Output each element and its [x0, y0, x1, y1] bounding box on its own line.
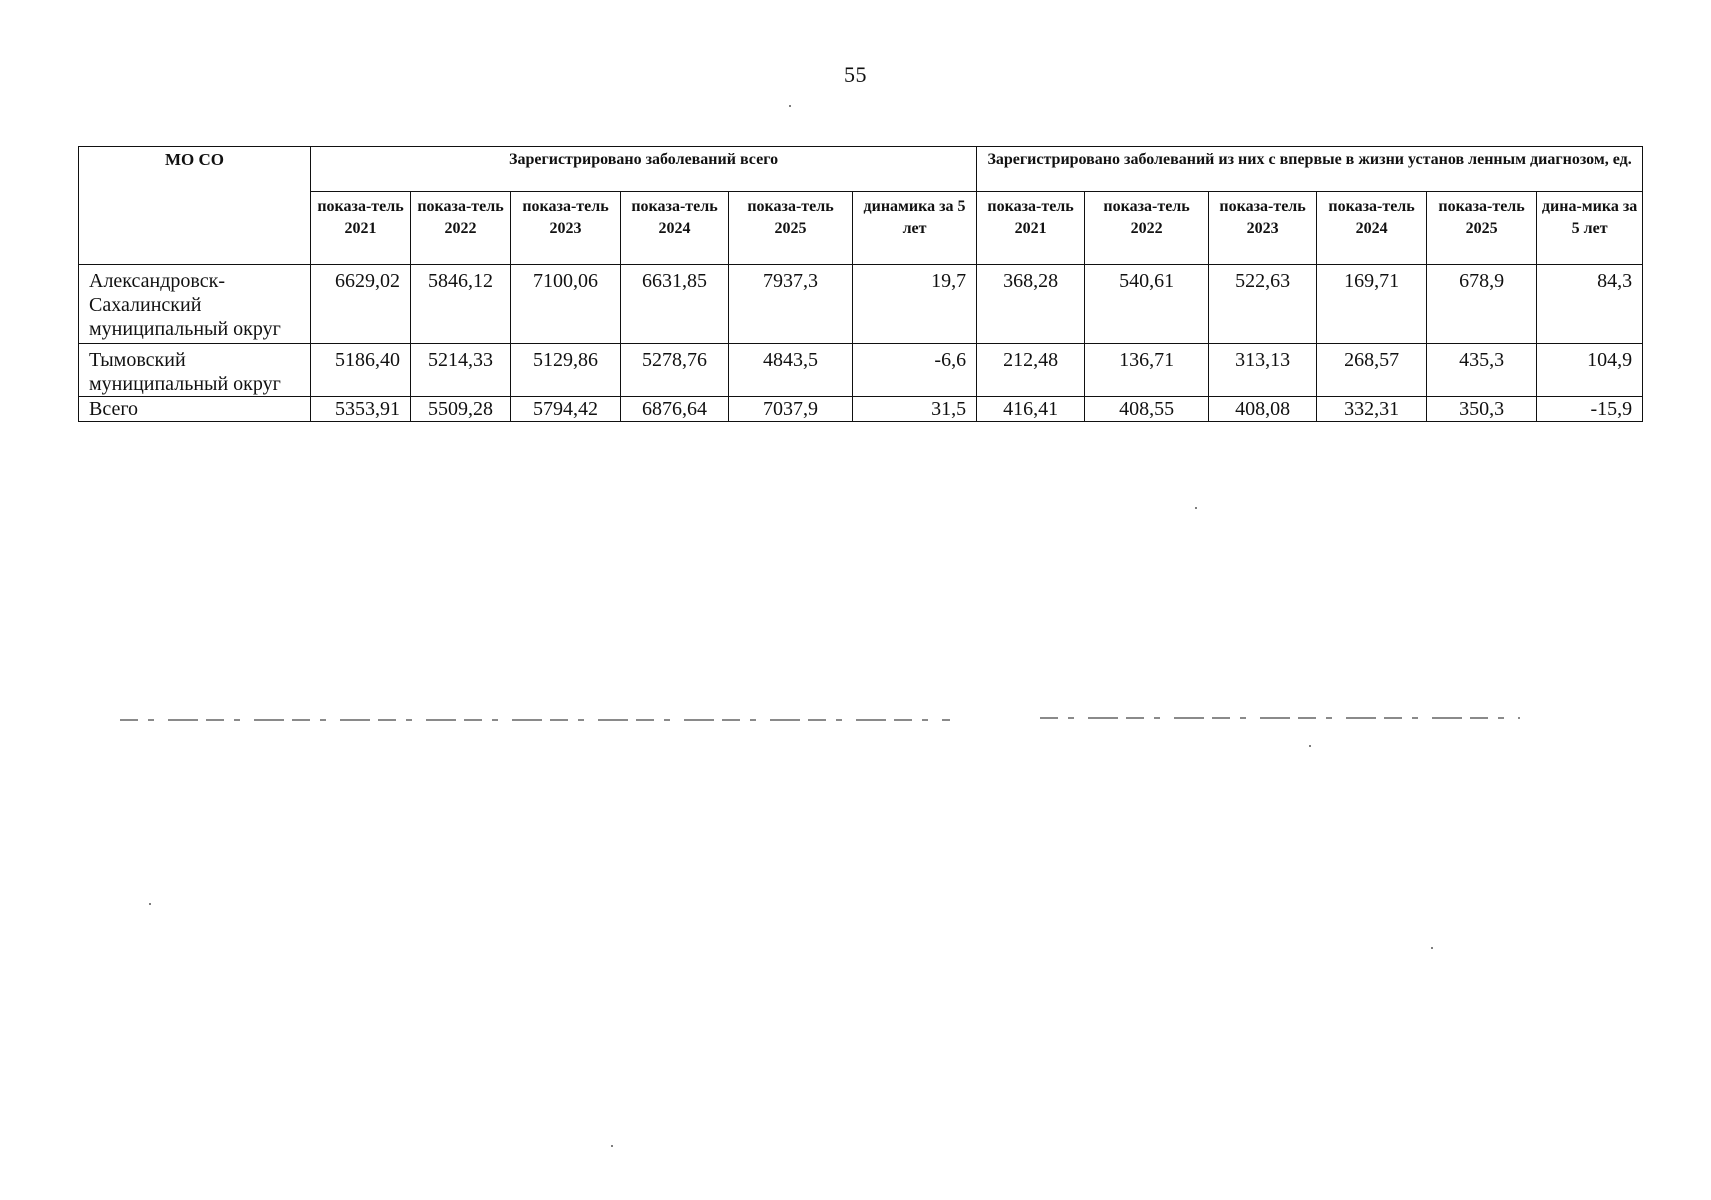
column-header: показа-тель 2024 [621, 192, 729, 265]
speck [149, 903, 151, 905]
column-header: показа-тель 2022 [411, 192, 511, 265]
table-cell: 408,08 [1209, 397, 1317, 422]
table-cell: 368,28 [977, 265, 1085, 344]
table-cell: 5278,76 [621, 344, 729, 397]
region-cell: Александровск-Сахалинский муниципальный округ [79, 265, 311, 344]
table-cell: 169,71 [1317, 265, 1427, 344]
region-cell: Тымовский муниципальный округ [79, 344, 311, 397]
column-header: показа-тель 2024 [1317, 192, 1427, 265]
table-cell: 4843,5 [729, 344, 853, 397]
table-cell: 268,57 [1317, 344, 1427, 397]
table-cell: 522,63 [1209, 265, 1317, 344]
page-number: 55 [844, 62, 867, 87]
speck [1195, 507, 1197, 509]
column-header: показа-тель 2025 [729, 192, 853, 265]
table-cell: 5846,12 [411, 265, 511, 344]
speck [789, 105, 791, 107]
region-cell: Всего [79, 397, 311, 422]
table-cell: 5509,28 [411, 397, 511, 422]
table-cell: 5794,42 [511, 397, 621, 422]
table-row [79, 344, 1643, 397]
table-cell: 7937,3 [729, 265, 853, 344]
column-header: показа-тель 2021 [977, 192, 1085, 265]
table-cell: 6631,85 [621, 265, 729, 344]
table-row-total [79, 397, 1643, 422]
table-cell: 19,7 [853, 265, 977, 344]
table-cell: 104,9 [1537, 344, 1643, 397]
table-cell: 313,13 [1209, 344, 1317, 397]
column-header: показа-тель 2025 [1427, 192, 1537, 265]
table-cell: 6629,02 [311, 265, 411, 344]
table-cell: 540,61 [1085, 265, 1209, 344]
table-cell: 350,3 [1427, 397, 1537, 422]
table-cell: 416,41 [977, 397, 1085, 422]
table-cell: 5129,86 [511, 344, 621, 397]
table-cell: 7100,06 [511, 265, 621, 344]
table-cell: 7037,9 [729, 397, 853, 422]
column-header: показа-тель 2023 [511, 192, 621, 265]
column-header: показа-тель 2023 [1209, 192, 1317, 265]
table-cell: -6,6 [853, 344, 977, 397]
table-cell: 136,71 [1085, 344, 1209, 397]
header-row-sub [79, 192, 1643, 265]
column-header: динамика за 5 лет [853, 192, 977, 265]
table-cell: 5214,33 [411, 344, 511, 397]
speck [611, 1145, 613, 1147]
table-cell: 678,9 [1427, 265, 1537, 344]
table-cell: 6876,64 [621, 397, 729, 422]
table-cell: 84,3 [1537, 265, 1643, 344]
column-header: дина-мика за 5 лет [1537, 192, 1643, 265]
table-cell: 212,48 [977, 344, 1085, 397]
table-cell: 408,55 [1085, 397, 1209, 422]
table-cell: -15,9 [1537, 397, 1643, 422]
column-header: показа-тель 2022 [1085, 192, 1209, 265]
table-cell: 5186,40 [311, 344, 411, 397]
table-cell: 435,3 [1427, 344, 1537, 397]
table-cell: 31,5 [853, 397, 977, 422]
group-header-total: Зарегистрировано заболеваний всего [311, 147, 977, 192]
speck [1431, 947, 1433, 949]
table-row [79, 265, 1643, 344]
table-cell: 332,31 [1317, 397, 1427, 422]
header-row-group [79, 147, 1643, 192]
data-table [78, 146, 1643, 422]
table-cell: 5353,91 [311, 397, 411, 422]
column-header: показа-тель 2021 [311, 192, 411, 265]
region-column-header: МО СО [79, 147, 311, 265]
speck [1309, 745, 1311, 747]
group-header-first-diagnosis: Зарегистрировано заболеваний из них с впервые в жизни установ ленным диагнозом, ед. [977, 147, 1643, 192]
